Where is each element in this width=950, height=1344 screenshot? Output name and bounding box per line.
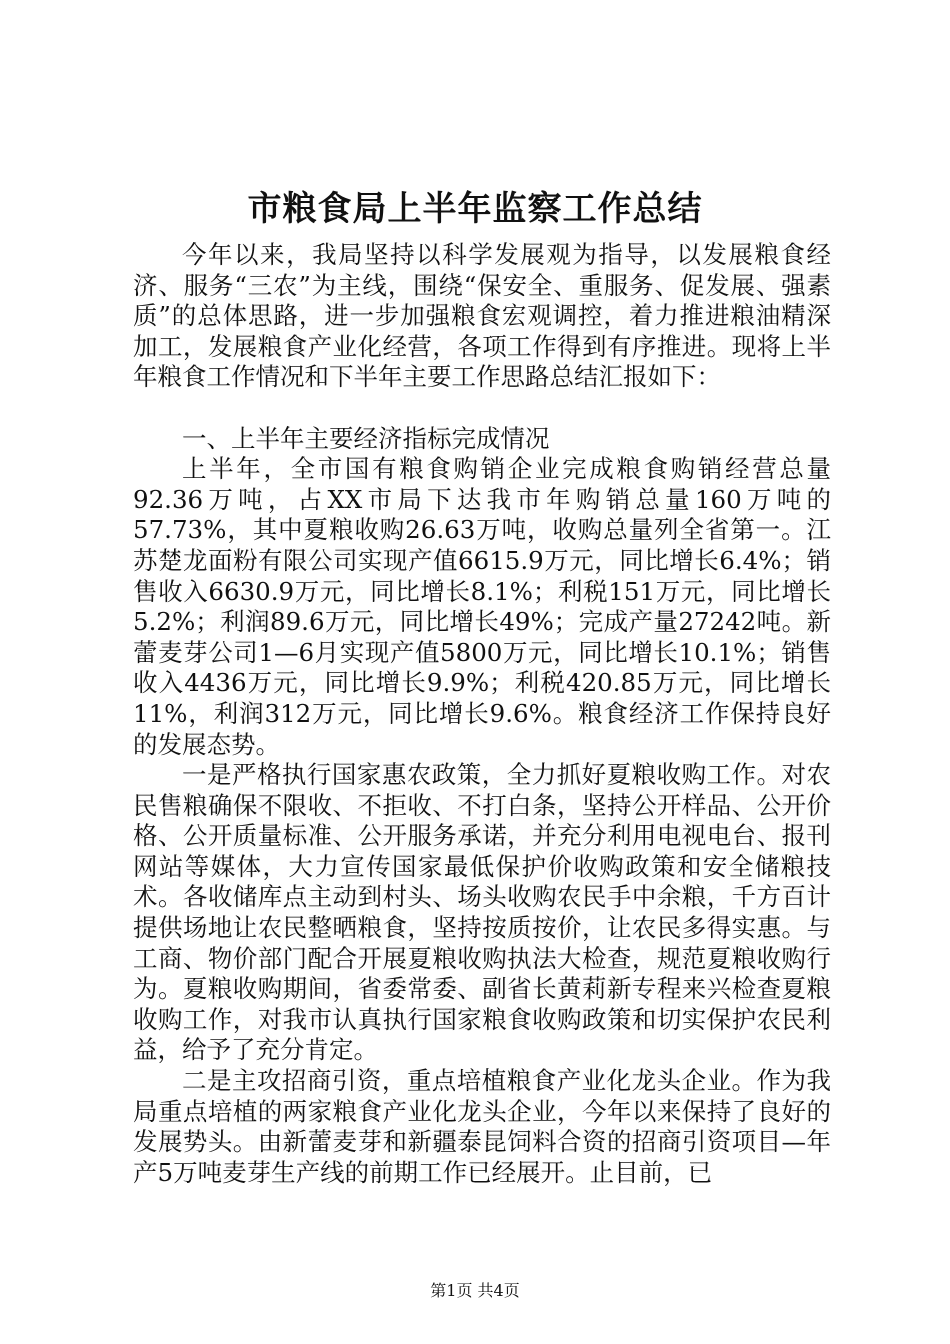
page-footer: 第1页 共4页 bbox=[430, 1281, 520, 1300]
intro-paragraph: 今年以来，我局坚持以科学发展观为指导，以发展粮食经济、服务“三农”为主线，围绕“保安全、重服务、促发展、强素质”的总体思路，进一步加强粮食宏观调控，着力推进粮油精深加工，发展粮食产业化经营，各项工作得到有序推进。现将上半年粮食工作情况和下半年主要工作思路总结汇报如下： bbox=[133, 240, 831, 392]
body-paragraph: 二是主攻招商引资，重点培植粮食产业化龙头企业。作为我局重点培植的两家粮食产业化龙头企业，今年以来保持了良好的发展势头。由新蕾麦芽和新疆泰昆饲料合资的招商引资项目—年产5万吨麦芽生产线的前期工作已经展开。止目前，已 bbox=[133, 1066, 831, 1187]
body-paragraph: 上半年，全市国有粮食购销企业完成粮食购销经营总量92.36万吨，占XX市局下达我市年购销总量160万吨的57.73%，其中夏粮收购26.63万吨，收购总量列全省第一。江苏楚龙面粉有限公司实现产值6615.9万元，同比增长6.4%；销售收入6630.9万元，同比增长8.1%；利税151万元，同比增长5.2%；利润89.6万元，同比增长49%；完成产量27242吨。新蕾麦芽公司1—6月实现产值5800万元，同比增长10.1%；销售收入4436万元，同比增长9.9%；利税420.85万元，同比增长11%，利润312万元，同比增长9.6%。粮食经济工作保持良好的发展态势。 bbox=[133, 454, 831, 759]
document-body bbox=[133, 240, 831, 1188]
section-heading: 一、上半年主要经济指标完成情况 bbox=[182, 423, 550, 453]
body-paragraph: 一是严格执行国家惠农政策，全力抓好夏粮收购工作。对农民售粮确保不限收、不拒收、不打白条，坚持公开样品、公开价格、公开质量标准、公开服务承诺，并充分利用电视电台、报刊网站等媒体，大力宣传国家最低保护价收购政策和安全储粮技术。各收储库点主动到村头、场头收购农民手中余粮，千方百计提供场地让农民整晒粮食，坚持按质按价，让农民多得实惠。与工商、物价部门配合开展夏粮收购执法大检查，规范夏粮收购行为。夏粮收购期间，省委常委、副省长黄莉新专程来兴检查夏粮收购工作，对我市认真执行国家粮食收购政策和切实保护农民利益，给予了充分肯定。 bbox=[133, 760, 831, 1065]
document-title: 市粮食局上半年监察工作总结 bbox=[247, 189, 703, 229]
